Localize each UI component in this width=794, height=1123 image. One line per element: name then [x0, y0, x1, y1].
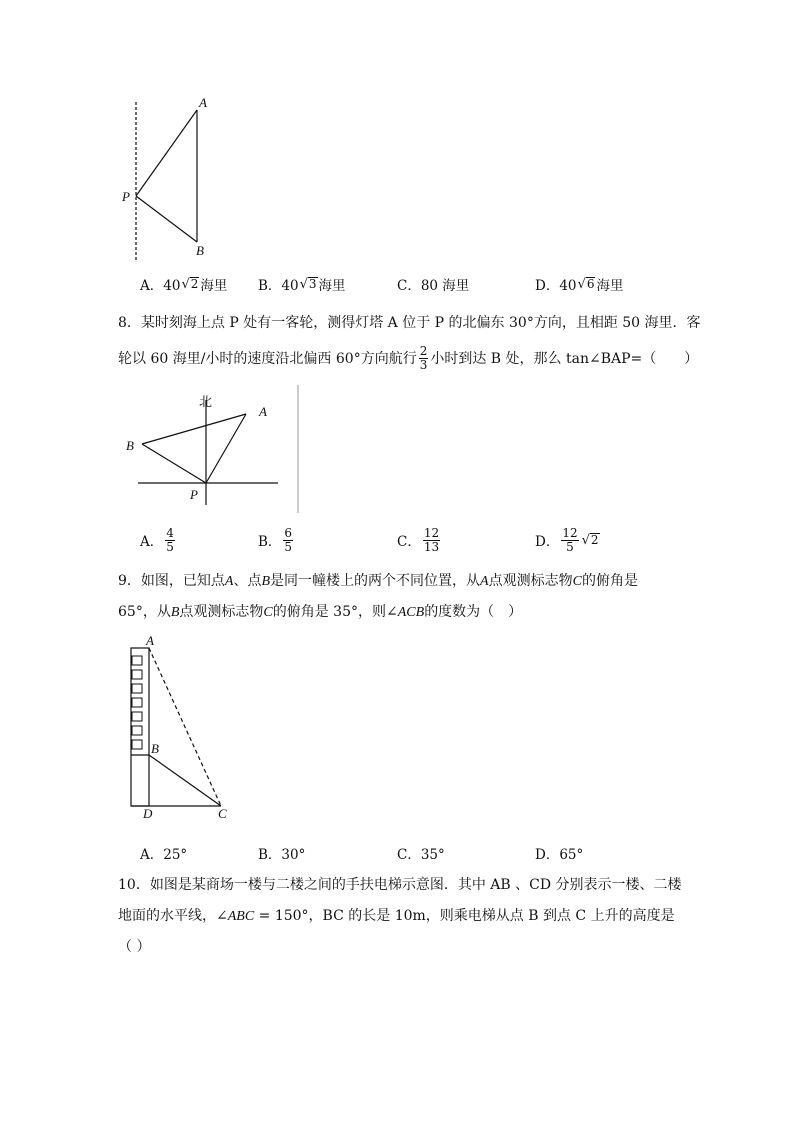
q8-option-a[interactable]: [140, 527, 177, 553]
fraction: $\frac{12}{5}$: [562, 526, 578, 554]
q10-line3: （ ）: [118, 939, 151, 955]
q8-option-c[interactable]: [397, 527, 442, 553]
t: ACB: [397, 605, 425, 620]
point-label-c: C: [218, 806, 227, 821]
t: B: [170, 605, 180, 620]
point-label-p: P: [190, 487, 198, 502]
option-text: C．35°: [397, 847, 445, 863]
fraction: $\frac{12}{13}$: [423, 526, 440, 554]
point-label-b: B: [196, 243, 204, 258]
q8-line2-after: 小时到达 B 处，那么 tan∠BAP=（ ）: [430, 351, 699, 368]
t: A: [480, 574, 489, 589]
q10-line2: [118, 905, 675, 925]
option-unit: 海里: [200, 278, 228, 294]
t: C: [263, 605, 273, 620]
q8-option-b[interactable]: [258, 527, 295, 553]
fraction: $\frac{4}{5}$: [166, 526, 174, 554]
option-text: A．25°: [140, 847, 188, 863]
t: 的度数为（ ）: [424, 604, 523, 620]
option-label: D．: [535, 534, 560, 551]
fraction: $\frac{2}{3}$: [419, 344, 428, 372]
segment-bc: [149, 755, 221, 806]
segment-pb: [142, 444, 206, 483]
q9-option-c[interactable]: [397, 843, 445, 863]
point-label-a: A: [259, 404, 267, 419]
t: 、点: [233, 573, 262, 589]
t: 65°，从: [118, 604, 171, 620]
t: = 150°，BC 的长是 10m，则乘电梯从点 B 到点 C 上升的高度是: [254, 908, 675, 924]
t: 地面的水平线，∠: [118, 908, 228, 924]
q9-option-a[interactable]: [140, 843, 187, 863]
point-label-a: A: [146, 633, 154, 648]
sqrt: √ 2: [581, 532, 599, 548]
option-label: B．: [258, 534, 282, 551]
point-label-b: B: [151, 741, 159, 756]
q8-line2-before: 轮以 60 海里/小时的速度沿北偏西 60°方向航行: [118, 351, 417, 368]
t: 是同一幢楼上的两个不同位置，从: [270, 573, 481, 589]
segment-pa: [136, 110, 197, 196]
sqrt: √ 3: [299, 276, 317, 292]
option-text: D．40: [535, 278, 577, 294]
figure-q9: [125, 640, 235, 815]
segment-ac-dashed: [149, 648, 221, 806]
option-label: A．: [140, 534, 164, 551]
point-label-p: P: [122, 189, 130, 204]
option-text: A．40: [140, 278, 181, 294]
option-label: C．: [397, 534, 421, 551]
q7-option-a[interactable]: [140, 274, 227, 294]
option-text: B．40: [258, 278, 299, 294]
t: ABC: [227, 909, 255, 924]
q10-line1: 10．如图是某商场一楼与二楼之间的手扶电梯示意图．其中 AB 、CD 分别表示一楼、二楼: [118, 877, 682, 893]
segment-ba: [142, 414, 246, 444]
t: 的俯角是 35°，则∠: [272, 604, 398, 620]
option-text: B．30°: [258, 847, 306, 863]
option-text: D．65°: [535, 847, 584, 863]
q9-line2: [118, 601, 522, 621]
q9-line1: [118, 570, 638, 590]
sqrt: √ 6: [577, 276, 595, 292]
t: B: [261, 574, 271, 589]
q8-line2: [118, 345, 698, 371]
point-label-a: A: [199, 95, 207, 110]
q9-option-d[interactable]: [535, 843, 583, 863]
t: 点观测标志物: [179, 604, 264, 620]
q8-line1: 8．某时刻海上点 P 处有一客轮，测得灯塔 A 位于 P 的北偏东 30°方向，且相距 50 海里．客: [118, 315, 701, 331]
t: 9．如图，已知点: [118, 573, 225, 589]
q7-option-c[interactable]: [397, 274, 469, 294]
q8-option-d[interactable]: [535, 527, 601, 553]
north-label: 北: [199, 395, 213, 410]
sqrt: √ 2: [181, 276, 199, 292]
segment-pb: [136, 196, 197, 242]
point-label-b: B: [126, 438, 134, 453]
option-unit: 海里: [318, 278, 346, 294]
t: 的俯角是: [581, 573, 638, 589]
building: [131, 648, 149, 806]
point-label-d: D: [143, 806, 153, 821]
t: C: [572, 574, 582, 589]
figure-q7: [110, 92, 230, 267]
figure-q8: [130, 385, 310, 515]
fraction: $\frac{6}{5}$: [284, 526, 293, 554]
windows: [132, 656, 142, 749]
q7-option-b[interactable]: [258, 274, 346, 294]
option-text: C．80 海里: [397, 278, 470, 294]
t: 点观测标志物: [488, 573, 573, 589]
t: A: [224, 574, 234, 589]
q7-option-d[interactable]: [535, 274, 623, 294]
q9-option-b[interactable]: [258, 843, 305, 863]
option-unit: 海里: [596, 278, 624, 294]
